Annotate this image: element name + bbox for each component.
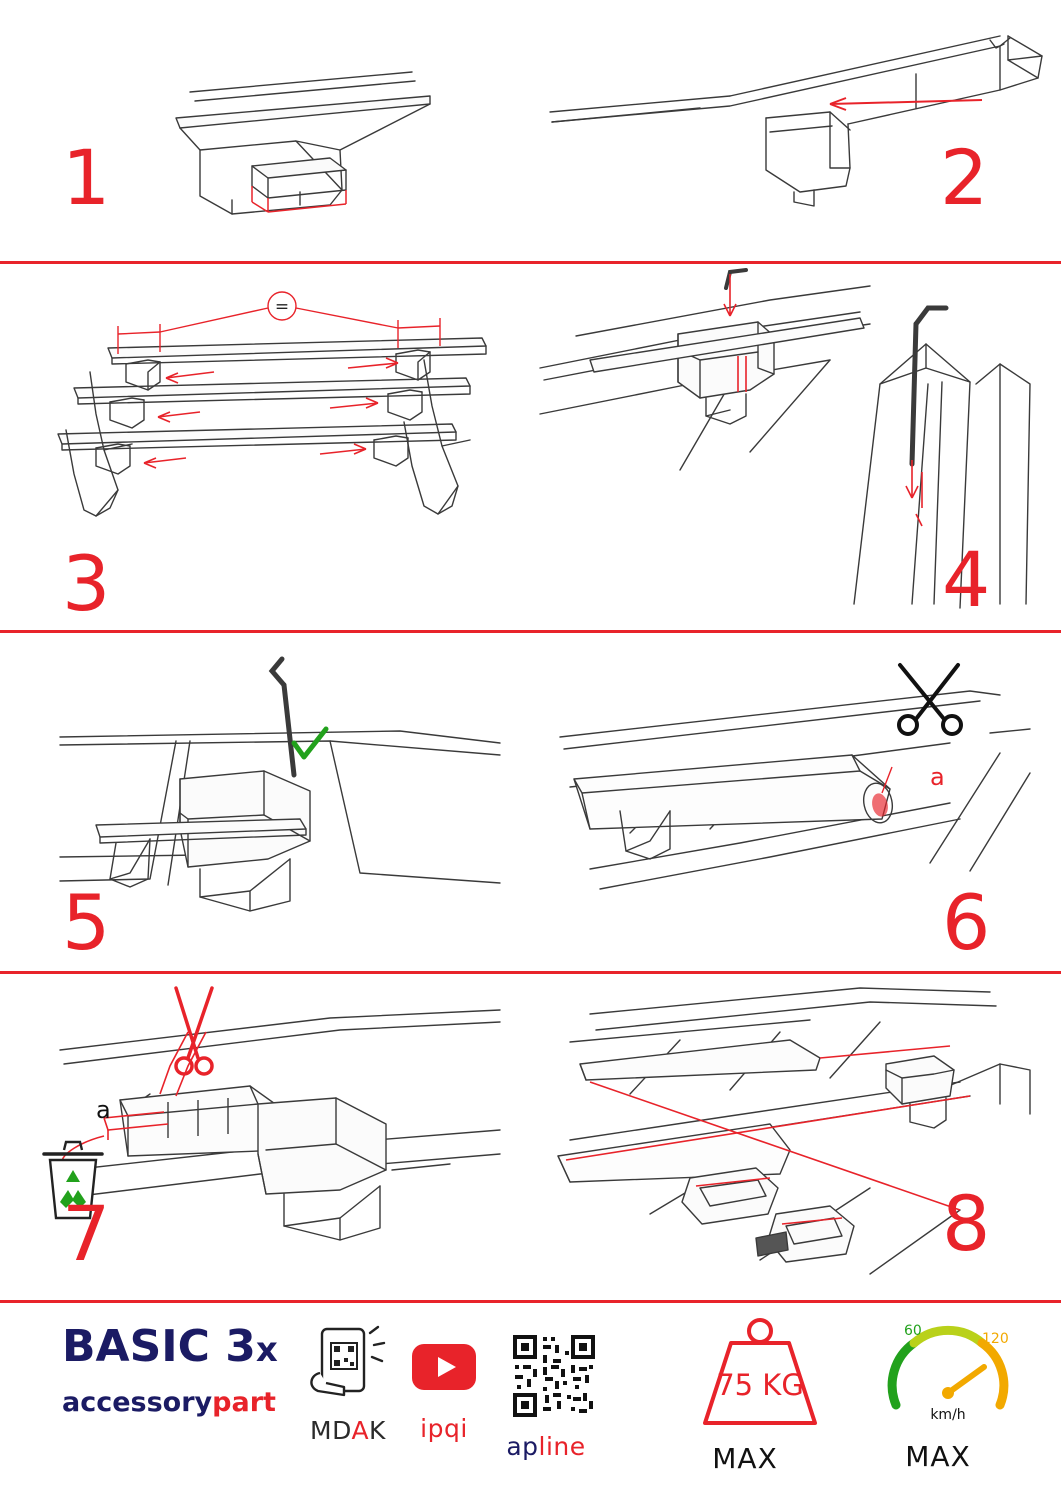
mdak-label-last: K [369,1416,386,1445]
step-number-5: 5 [62,878,110,967]
step-number-4: 4 [942,535,990,624]
logo-mdak-label [288,1416,408,1445]
weight-value: 75 KG [716,1368,804,1402]
brand-title-text: BASIC 3 [62,1321,256,1372]
brand-title [62,1321,292,1372]
brand-title-suffix: x [255,1330,278,1370]
step-panel-8 [530,974,1061,1300]
qr-code-icon[interactable] [509,1331,599,1421]
max-speed-indicator [848,1313,1028,1473]
logo-apline [484,1331,608,1461]
step-number-6: 6 [942,878,990,967]
step-panel-6 [530,633,1061,971]
brand-block [62,1321,292,1418]
speed-tick-low: 60 [904,1323,922,1339]
equal-symbol: = [274,297,290,317]
step-number-3: 3 [62,539,110,628]
brand-subtitle [62,1389,292,1416]
step-number-7: 7 [62,1189,110,1278]
logo-ipqi [392,1343,496,1443]
speed-max-label: MAX [905,1440,971,1473]
brand-sub-second: part [212,1387,276,1418]
step-number-8: 8 [942,1179,990,1268]
brand-sub-first: accessory [62,1387,213,1418]
youtube-icon[interactable] [411,1343,477,1391]
phone-scan-icon [300,1325,396,1411]
step-panel-2 [530,0,1061,261]
label-a-step7: a [96,1096,111,1124]
apline-label-second: line [538,1432,586,1461]
scissors-icon-step7 [176,988,212,1074]
apline-label-first: ap [506,1432,539,1461]
mdak-label-accent: A [351,1416,370,1445]
step-panel-1 [0,0,530,261]
logo-apline-label [484,1432,608,1461]
step-panel-7 [0,974,530,1300]
speedometer-icon [878,1313,1018,1433]
label-a-step6: a [930,763,945,791]
step-number-2: 2 [940,133,988,222]
step-panel-5 [0,633,530,971]
step-panel-4 [530,264,1061,630]
max-weight-indicator [640,1317,850,1475]
weight-max-label: MAX [712,1442,778,1475]
mdak-label-first: MD [310,1416,352,1445]
weight-icon [685,1317,835,1433]
step-number-1: 1 [62,133,110,222]
speed-unit: km/h [930,1407,966,1423]
speed-tick-high: 120 [982,1331,1009,1347]
logo-mdak [288,1325,408,1445]
scissors-icon [899,665,961,734]
footer [0,1303,1061,1500]
step-panel-3 [0,264,530,630]
logo-ipqi-label: ipqi [420,1414,468,1443]
